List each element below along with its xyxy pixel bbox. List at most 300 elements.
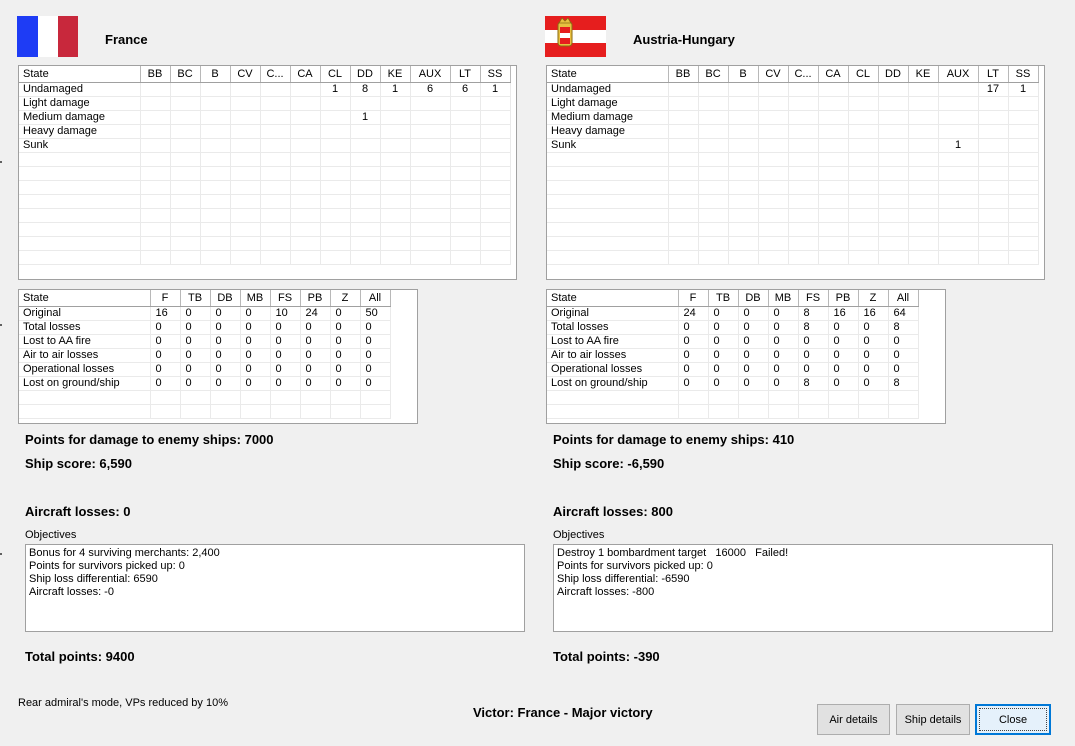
objective-line: Bonus for 4 surviving merchants: 2,400 [29,547,220,559]
column-header[interactable]: TB [180,290,210,306]
table-cell [698,180,728,194]
table-row[interactable] [19,166,510,180]
table-cell [668,236,698,250]
table-cell [410,194,450,208]
table-cell: 0 [270,362,300,376]
table-cell [668,180,698,194]
column-header[interactable]: DB [210,290,240,306]
table-cell [450,124,480,138]
table-cell: 0 [828,334,858,348]
table-cell [290,180,320,194]
table-row[interactable] [547,334,918,348]
table-cell: 0 [210,320,240,334]
column-header[interactable]: BB [140,66,170,82]
column-header[interactable]: LT [450,66,480,82]
table-cell: Operational losses [19,362,150,376]
table-cell [698,250,728,264]
table-cell [480,96,510,110]
table-cell [828,404,858,418]
table-cell [938,222,978,236]
column-header[interactable]: FS [270,290,300,306]
table-cell [19,166,140,180]
table-cell: 1 [938,138,978,152]
table-cell [758,96,788,110]
table-cell [908,194,938,208]
table-cell [170,124,200,138]
table-cell [230,194,260,208]
table-cell [300,390,330,404]
table-cell [170,194,200,208]
table-cell [938,166,978,180]
table-cell: Lost on ground/ship [547,376,678,390]
table-row[interactable] [547,110,1038,124]
table-cell [818,166,848,180]
table-cell: 0 [828,362,858,376]
table-cell [848,236,878,250]
side-a-name: France [105,32,148,47]
column-header[interactable]: State [19,290,150,306]
table-cell [547,208,668,222]
column-header[interactable]: PB [828,290,858,306]
table-cell [728,236,758,250]
table-cell [888,404,918,418]
table-cell [290,138,320,152]
table-cell [878,152,908,166]
table-cell [858,404,888,418]
table-cell [848,250,878,264]
table-cell [788,194,818,208]
column-header[interactable]: PB [300,290,330,306]
table-cell [978,124,1008,138]
table-cell: 0 [180,362,210,376]
table-cell [848,152,878,166]
table-cell [210,404,240,418]
table-row[interactable] [19,138,510,152]
table-cell [818,110,848,124]
table-cell: Lost on ground/ship [19,376,150,390]
table-cell [480,166,510,180]
table-cell [320,250,350,264]
column-header[interactable]: SS [480,66,510,82]
table-cell [1008,236,1038,250]
column-header[interactable]: BC [170,66,200,82]
table-row[interactable] [547,320,918,334]
table-cell [330,404,360,418]
table-cell [1008,222,1038,236]
table-cell [908,250,938,264]
table-cell: Medium damage [19,110,140,124]
table-cell: Medium damage [547,110,668,124]
table-cell [1008,194,1038,208]
column-header[interactable]: SS [1008,66,1038,82]
table-cell [908,208,938,222]
table-cell [170,222,200,236]
table-cell [170,110,200,124]
table-cell: 0 [330,306,360,320]
table-cell [260,208,290,222]
table-cell [480,124,510,138]
table-row[interactable] [547,124,1038,138]
table-cell: 0 [708,376,738,390]
table-cell [140,250,170,264]
table-cell [480,138,510,152]
table-row[interactable] [547,376,918,390]
table-cell [230,152,260,166]
table-cell: 0 [210,362,240,376]
table-row[interactable] [19,320,390,334]
table-cell: 0 [798,334,828,348]
table-cell [290,222,320,236]
table-cell [818,208,848,222]
table-cell: 0 [708,334,738,348]
table-cell [547,390,678,404]
column-header[interactable]: Z [858,290,888,306]
table-cell [19,194,140,208]
column-header[interactable]: State [19,66,140,82]
close-button[interactable]: Close [975,704,1051,735]
table-cell: Total losses [19,320,150,334]
table-cell [380,110,410,124]
table-cell [380,96,410,110]
table-cell [758,208,788,222]
side-b-objectives-box[interactable] [553,544,1053,632]
table-row[interactable] [19,194,510,208]
table-cell: 0 [150,334,180,348]
table-row[interactable] [19,236,510,250]
column-header[interactable]: B [200,66,230,82]
column-header[interactable]: F [678,290,708,306]
column-header[interactable]: MB [768,290,798,306]
table-cell: 0 [768,348,798,362]
table-row[interactable] [547,250,1038,264]
table-cell [480,236,510,250]
table-cell [698,138,728,152]
table-cell [547,222,668,236]
table-cell: 16 [828,306,858,320]
table-cell [350,180,380,194]
table-cell [848,194,878,208]
side-a-objectives-box[interactable] [25,544,525,632]
column-header[interactable]: FS [798,290,828,306]
table-cell [410,222,450,236]
table-cell [758,124,788,138]
table-cell: 0 [858,362,888,376]
table-cell: 8 [798,376,828,390]
table-cell [547,236,668,250]
objective-line: Destroy 1 bombardment target 16000 Failed! [557,547,789,559]
column-header[interactable]: MB [240,290,270,306]
table-cell [360,390,390,404]
column-header[interactable]: CA [818,66,848,82]
column-header[interactable]: CL [848,66,878,82]
window-edge-mark [0,324,2,326]
table-cell: 0 [738,320,768,334]
table-cell [140,110,170,124]
table-cell [320,166,350,180]
table-cell [200,208,230,222]
table-cell [200,236,230,250]
table-row[interactable] [19,362,390,376]
table-cell [19,222,140,236]
table-cell [260,82,290,96]
table-cell [1008,152,1038,166]
table-cell [350,166,380,180]
table-cell [380,194,410,208]
victor-text: Victor: France - Major victory [473,705,653,720]
table-cell: 0 [180,320,210,334]
table-cell [170,82,200,96]
table-cell: 6 [450,82,480,96]
table-row[interactable] [19,180,510,194]
column-header[interactable]: AUX [938,66,978,82]
table-cell [728,124,758,138]
table-cell [480,222,510,236]
table-cell: 0 [150,348,180,362]
table-cell: 0 [150,362,180,376]
table-row[interactable] [19,404,390,418]
table-cell [978,194,1008,208]
table-cell: 64 [888,306,918,320]
column-header[interactable]: DD [350,66,380,82]
table-row[interactable] [547,222,1038,236]
table-cell: 0 [240,306,270,320]
table-cell [878,124,908,138]
table-cell: 6 [410,82,450,96]
table-cell [668,152,698,166]
table-cell [788,166,818,180]
side-a-air-grid[interactable] [18,289,418,424]
column-header[interactable]: BB [668,66,698,82]
table-cell: 0 [210,348,240,362]
table-cell [878,250,908,264]
table-row[interactable] [19,250,510,264]
table-cell: 0 [300,334,330,348]
table-cell [350,124,380,138]
table-row[interactable] [19,390,390,404]
table-cell [978,236,1008,250]
table-row[interactable] [547,404,918,418]
table-cell [978,180,1008,194]
table-cell [260,222,290,236]
table-row[interactable] [547,208,1038,222]
table-cell [230,124,260,138]
table-cell [410,208,450,222]
table-cell [230,208,260,222]
table-cell [360,404,390,418]
table-row[interactable] [547,138,1038,152]
table-row[interactable] [547,236,1038,250]
table-cell: 0 [708,306,738,320]
table-row[interactable] [547,194,1038,208]
table-cell [908,180,938,194]
table-cell [230,222,260,236]
table-cell [728,208,758,222]
table-cell: 0 [678,348,708,362]
air-details-button[interactable]: Air details [817,704,890,735]
table-cell: 0 [330,334,360,348]
table-cell: Sunk [547,138,668,152]
table-cell: 0 [330,320,360,334]
table-row[interactable] [19,152,510,166]
table-cell [260,236,290,250]
table-row[interactable] [19,110,510,124]
table-cell: 0 [768,306,798,320]
table-row[interactable] [547,348,918,362]
table-cell [19,236,140,250]
table-row[interactable] [547,152,1038,166]
table-row[interactable] [547,96,1038,110]
table-row[interactable] [547,166,1038,180]
table-cell [848,208,878,222]
table-cell [140,166,170,180]
table-row[interactable] [19,82,510,96]
column-header[interactable]: AUX [410,66,450,82]
table-row[interactable] [19,334,390,348]
column-header[interactable]: DB [738,290,768,306]
table-cell [758,222,788,236]
column-header[interactable]: CL [320,66,350,82]
table-cell [230,250,260,264]
table-cell [320,194,350,208]
mode-note: Rear admiral's mode, VPs reduced by 10% [18,697,228,709]
table-cell [350,208,380,222]
table-row[interactable] [19,222,510,236]
window-edge-mark [0,553,2,555]
table-cell [380,180,410,194]
column-header[interactable]: CV [758,66,788,82]
column-header[interactable]: KE [908,66,938,82]
column-header[interactable]: F [150,290,180,306]
table-cell: Original [19,306,150,320]
column-header[interactable]: All [360,290,390,306]
air-grid-header-row [19,290,390,306]
table-row[interactable] [19,376,390,390]
table-row[interactable] [19,306,390,320]
table-cell [788,222,818,236]
table-cell [19,390,150,404]
table-cell [728,152,758,166]
table-cell: 0 [270,348,300,362]
table-cell [170,250,200,264]
column-header[interactable]: CV [230,66,260,82]
table-row[interactable] [547,306,918,320]
table-cell: 0 [210,306,240,320]
table-cell: 0 [738,348,768,362]
table-cell [938,96,978,110]
column-header[interactable]: LT [978,66,1008,82]
table-cell: 0 [180,334,210,348]
table-cell: 17 [978,82,1008,96]
table-cell [210,390,240,404]
column-header[interactable]: CA [290,66,320,82]
table-cell [938,208,978,222]
ship-details-button[interactable]: Ship details [896,704,970,735]
table-cell [668,194,698,208]
table-cell [788,82,818,96]
column-header[interactable]: BC [698,66,728,82]
side-a-ship-grid[interactable] [18,65,517,280]
table-cell [708,404,738,418]
column-header[interactable]: C... [788,66,818,82]
column-header[interactable]: B [728,66,758,82]
table-cell: 1 [480,82,510,96]
table-cell [140,208,170,222]
table-cell [230,96,260,110]
table-cell [320,180,350,194]
table-cell [978,250,1008,264]
table-cell [878,208,908,222]
table-cell [170,96,200,110]
table-cell: 1 [1008,82,1038,96]
side-b-ship-grid[interactable] [546,65,1045,280]
table-cell [758,152,788,166]
table-cell [1008,124,1038,138]
table-cell [908,138,938,152]
table-cell: Sunk [19,138,140,152]
table-cell [788,110,818,124]
table-cell [350,222,380,236]
column-header[interactable]: TB [708,290,738,306]
table-cell [728,96,758,110]
column-header[interactable]: State [547,66,668,82]
table-row[interactable] [547,362,918,376]
table-cell: 0 [360,320,390,334]
table-row[interactable] [547,82,1038,96]
table-cell [878,236,908,250]
table-cell [200,82,230,96]
column-header[interactable]: State [547,290,678,306]
table-row[interactable] [19,208,510,222]
table-cell [818,250,848,264]
table-cell [978,208,1008,222]
table-cell [450,222,480,236]
table-cell [818,194,848,208]
table-cell [450,138,480,152]
objective-line: Points for survivors picked up: 0 [29,560,185,572]
table-cell [1008,96,1038,110]
column-header[interactable]: C... [260,66,290,82]
table-row[interactable] [19,96,510,110]
column-header[interactable]: Z [330,290,360,306]
table-cell [380,138,410,152]
table-cell [878,166,908,180]
table-cell: 10 [270,306,300,320]
table-cell [450,208,480,222]
table-cell: 0 [150,320,180,334]
table-cell: Heavy damage [19,124,140,138]
table-cell [728,82,758,96]
table-cell [788,138,818,152]
table-cell [788,250,818,264]
table-cell: 0 [708,348,738,362]
table-cell [320,138,350,152]
table-row[interactable] [19,348,390,362]
column-header[interactable]: KE [380,66,410,82]
table-row[interactable] [547,390,918,404]
table-cell [240,390,270,404]
column-header[interactable]: All [888,290,918,306]
table-cell [728,138,758,152]
table-cell [547,404,678,418]
table-cell [350,236,380,250]
side-b-air-grid[interactable] [546,289,946,424]
table-cell [230,82,260,96]
table-row[interactable] [19,124,510,138]
column-header[interactable]: DD [878,66,908,82]
table-row[interactable] [547,180,1038,194]
table-cell [728,250,758,264]
objective-line: Aircraft losses: -0 [29,586,114,598]
